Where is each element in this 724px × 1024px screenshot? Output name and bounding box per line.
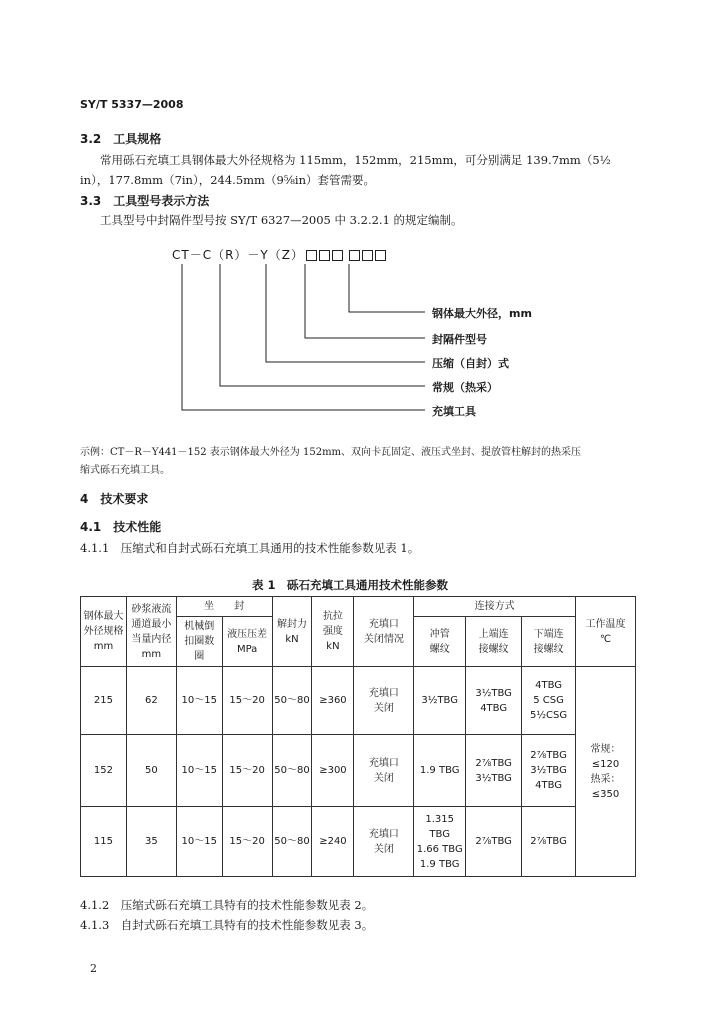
th-mechanical-turns: 机械倒 扣圈数 圈 [176,617,222,667]
example-line2: 缩式砾石充填工具。 [80,465,170,476]
table-row [81,807,636,877]
para-4-1-2: 4.1.2 压缩式砾石充填工具特有的技术性能参数见表 2。 [80,898,374,912]
cell-od: 115 [81,807,127,877]
cell-mech: 10～15 [176,807,222,877]
section-3-3-line1: 工具型号中封隔件型号按 SY/T 6327—2005 中 3.2.2.1 的规定编制。 [100,213,463,227]
cell-washpipe: 1.9 TBG [414,735,466,807]
cell-hyd: 15～20 [222,735,272,807]
th-lower-thread: 下端连 接螺纹 [522,617,576,667]
th-flow-channel: 砂浆液流 通道最小 当量内径 mm [126,597,176,667]
cell-tensile: ≥240 [312,807,354,877]
cell-closure: 充填口 关闭 [354,807,414,877]
label-packer-model: 封隔件型号 [432,333,487,346]
cell-lower: 2⅞TBG 3½TBG 4TBG [522,735,576,807]
table-row [81,667,636,735]
th-connection-group: 连接方式 [414,597,576,617]
cell-hyd: 15～20 [222,807,272,877]
section-4-title: 4 技术要求 [80,492,149,506]
cell-mech: 10～15 [176,735,222,807]
table-1-header-row-1 [81,597,636,617]
section-3-3-title: 3.3 工具型号表示方法 [80,194,210,208]
cell-washpipe: 3½TBG [414,667,466,735]
para-4-1-1: 4.1.1 压缩式和自封式砾石充填工具通用的技术性能参数见表 1。 [80,541,420,555]
cell-channel: 35 [126,807,176,877]
th-steel-od: 钢体最大 外径规格 mm [81,597,127,667]
cell-release: 50～80 [272,667,312,735]
cell-tensile: ≥360 [312,667,354,735]
table-1 [80,596,636,877]
cell-closure: 充填口 关闭 [354,735,414,807]
label-compression-type: 压缩（自封）式 [432,357,509,370]
cell-channel: 62 [126,667,176,735]
cell-lower: 2⅞TBG [522,807,576,877]
cell-closure: 充填口 关闭 [354,667,414,735]
para-4-1-3: 4.1.3 自封式砾石充填工具特有的技术性能参数见表 3。 [80,918,374,932]
cell-mech: 10～15 [176,667,222,735]
example-line1: 示例：CT－R－Y441－152 表示钢体最大外径为 152mm、双向卡瓦固定、液压式坐封、提放管柱解封的热采压 [80,447,582,458]
model-code-text: CT－C（R）－Y（Z） [172,248,304,262]
cell-lower: 4TBG 5 CSG 5½CSG [522,667,576,735]
th-upper-thread: 上端连 接螺纹 [466,617,522,667]
table-1-caption: 表 1 砾石充填工具通用技术性能参数 [252,578,449,592]
label-packing-tool: 充填工具 [432,405,476,418]
cell-channel: 50 [126,735,176,807]
th-hydraulic-pressure: 液压压差 MPa [222,617,272,667]
cell-tensile: ≥300 [312,735,354,807]
page-number: 2 [90,962,97,975]
label-steel-od: 钢体最大外径，mm [432,307,532,320]
cell-od: 152 [81,735,127,807]
label-conventional-type: 常规（热采） [432,381,498,394]
cell-release: 50～80 [272,807,312,877]
cell-washpipe: 1.315 TBG 1.66 TBG 1.9 TBG [414,807,466,877]
th-tensile-strength: 抗拉 强度 kN [312,597,354,667]
section-3-2-line1: 常用砾石充填工具钢体最大外径规格为 115mm，152mm，215mm，可分别满足 139.7mm（5½ [100,153,611,167]
cell-release: 50～80 [272,735,312,807]
section-4-1-title: 4.1 技术性能 [80,520,162,534]
section-3-2-line2: in），177.8mm（7in），244.5mm（9⅝in）套管需要。 [80,173,375,187]
cell-upper: 2⅞TBG 3½TBG [466,735,522,807]
th-washpipe-thread: 冲管 螺纹 [414,617,466,667]
th-port-closure: 充填口 关闭情况 [354,597,414,667]
th-setting-group: 坐 封 [176,597,272,617]
cell-working-temp: 常规：≤120 热采：≤350 [576,667,636,877]
cell-upper: 2⅞TBG [466,807,522,877]
table-row [81,735,636,807]
standard-number: SY/T 5337—2008 [80,98,184,111]
cell-hyd: 15～20 [222,667,272,735]
cell-od: 215 [81,667,127,735]
th-release-force: 解封力 kN [272,597,312,667]
th-working-temp: 工作温度 ℃ [576,597,636,667]
section-3-2-title: 3.2 工具规格 [80,132,162,146]
cell-upper: 3½TBG 4TBG [466,667,522,735]
